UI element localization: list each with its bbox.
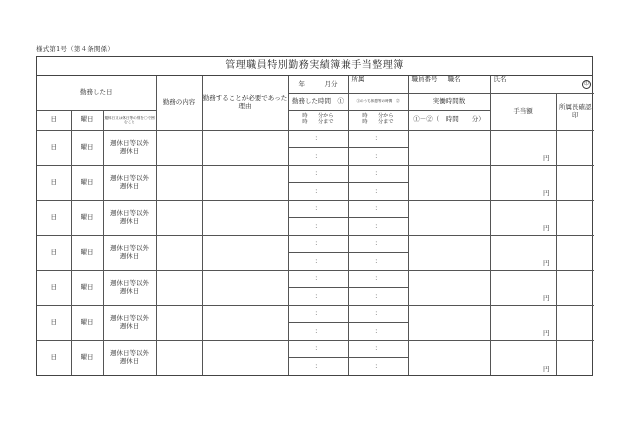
excluded-time-format: 時 分から 時 分まで	[348, 110, 408, 130]
record-weekday[interactable]: 曜日	[71, 340, 103, 375]
record-start-time[interactable]: ：	[288, 340, 348, 358]
record-break-start-time[interactable]: ：	[348, 235, 408, 253]
record-actual-hours[interactable]	[408, 340, 490, 375]
record-end-time[interactable]: ：	[288, 358, 348, 376]
record-allowance[interactable]: 円	[490, 340, 556, 375]
work-time-format: 時 分から 時 分まで	[288, 110, 348, 130]
record-start-time[interactable]: ：	[288, 270, 348, 288]
excluded-time-header: ①のうち休憩等の時間 ②	[348, 93, 408, 110]
actual-hours-header: 実働時間数	[408, 93, 490, 110]
record-approval-seal[interactable]	[556, 235, 594, 270]
record-allowance[interactable]: 円	[490, 130, 556, 165]
record-day[interactable]: 日	[37, 130, 71, 165]
record-row	[37, 165, 594, 183]
record-weekday[interactable]: 曜日	[71, 305, 103, 340]
day-col-header: 日	[37, 110, 71, 130]
record-break-end-time[interactable]: ：	[348, 218, 408, 236]
record-day[interactable]: 日	[37, 165, 71, 200]
record-break-end-time[interactable]: ：	[348, 358, 408, 376]
seal-icon: 印	[582, 80, 591, 89]
record-row	[37, 270, 594, 288]
record-day[interactable]: 日	[37, 305, 71, 340]
record-day[interactable]: 日	[37, 200, 71, 235]
record-break-start-time[interactable]: ：	[348, 130, 408, 148]
weekday-col-header: 曜日	[71, 110, 103, 130]
record-break-start-time[interactable]: ：	[348, 200, 408, 218]
record-weekday[interactable]: 曜日	[71, 235, 103, 270]
record-start-time[interactable]: ：	[288, 235, 348, 253]
record-approval-seal[interactable]	[556, 200, 594, 235]
record-break-start-time[interactable]: ：	[348, 270, 408, 288]
allowance-header: 手当額	[490, 93, 556, 130]
record-break-start-time[interactable]: ：	[348, 340, 408, 358]
record-work-content[interactable]	[156, 235, 202, 270]
daytype-weekday-option: 週休日等以外	[110, 139, 149, 148]
record-reason[interactable]	[202, 235, 288, 270]
record-daytype[interactable]	[103, 165, 156, 200]
record-reason[interactable]	[202, 165, 288, 200]
record-actual-hours[interactable]	[408, 270, 490, 305]
record-start-time[interactable]: ：	[288, 305, 348, 323]
staff-number-label: 職員番号	[411, 76, 438, 83]
daytype-holiday-option: 週休日	[119, 321, 140, 330]
record-end-time[interactable]: ：	[288, 288, 348, 306]
record-daytype[interactable]	[103, 270, 156, 305]
reason-header: 勤務することが必要であった理由	[202, 76, 288, 130]
staff-number-cell	[408, 76, 490, 93]
record-day[interactable]: 日	[37, 340, 71, 375]
record-approval-seal[interactable]	[556, 165, 594, 200]
record-work-content[interactable]	[156, 165, 202, 200]
record-row	[37, 305, 594, 323]
record-actual-hours[interactable]	[408, 165, 490, 200]
record-reason[interactable]	[202, 270, 288, 305]
record-break-end-time[interactable]: ：	[348, 323, 408, 341]
record-weekday[interactable]: 曜日	[71, 165, 103, 200]
record-weekday[interactable]: 曜日	[71, 270, 103, 305]
record-allowance[interactable]: 円	[490, 305, 556, 340]
record-reason[interactable]	[202, 130, 288, 165]
daytype-weekday-option: 週休日等以外	[110, 174, 149, 183]
record-actual-hours[interactable]	[408, 235, 490, 270]
affiliation-cell: 所属	[348, 76, 408, 93]
record-end-time[interactable]: ：	[288, 253, 348, 271]
record-weekday[interactable]: 曜日	[71, 130, 103, 165]
record-work-content[interactable]	[156, 130, 202, 165]
record-row	[37, 235, 594, 253]
daytype-holiday-option: 週休日	[119, 181, 140, 190]
record-end-time[interactable]: ：	[288, 323, 348, 341]
daytype-note: 週休日又は休日等の別を〇で囲むこと	[103, 110, 156, 130]
record-start-time[interactable]: ：	[288, 130, 348, 148]
record-actual-hours[interactable]	[408, 200, 490, 235]
year-month-cell: 年 月分	[288, 76, 348, 93]
record-allowance[interactable]: 円	[490, 165, 556, 200]
form-id: 様式第1号（第４条関係）	[36, 45, 115, 53]
record-actual-hours[interactable]	[408, 130, 490, 165]
daytype-weekday-option: 週休日等以外	[110, 349, 149, 358]
record-start-time[interactable]: ：	[288, 200, 348, 218]
position-label: 職名	[447, 76, 461, 83]
record-end-time[interactable]: ：	[288, 218, 348, 236]
form-title: 管理職員特別勤務実績簿兼手当整理簿	[37, 57, 592, 76]
record-break-end-time[interactable]: ：	[348, 253, 408, 271]
form-sheet	[36, 56, 593, 376]
record-break-end-time[interactable]: ：	[348, 288, 408, 306]
record-daytype[interactable]	[103, 235, 156, 270]
record-day[interactable]: 日	[37, 270, 71, 305]
record-daytype[interactable]	[103, 340, 156, 375]
daytype-weekday-option: 週休日等以外	[110, 279, 149, 288]
record-end-time[interactable]: ：	[288, 183, 348, 201]
record-daytype[interactable]	[103, 200, 156, 235]
record-break-start-time[interactable]: ：	[348, 305, 408, 323]
record-daytype[interactable]	[103, 305, 156, 340]
daytype-holiday-option: 週休日	[119, 356, 140, 365]
record-daytype[interactable]	[103, 130, 156, 165]
record-allowance[interactable]: 円	[490, 235, 556, 270]
record-approval-seal[interactable]	[556, 305, 594, 340]
record-work-content[interactable]	[156, 270, 202, 305]
daytype-weekday-option: 週休日等以外	[110, 314, 149, 323]
record-allowance[interactable]: 円	[490, 270, 556, 305]
record-allowance[interactable]: 円	[490, 200, 556, 235]
record-row	[37, 340, 594, 358]
record-start-time[interactable]: ：	[288, 165, 348, 183]
calc-formula: ①－②（ 時間 分）	[408, 110, 490, 130]
record-reason[interactable]	[202, 200, 288, 235]
record-approval-seal[interactable]	[556, 270, 594, 305]
record-weekday[interactable]: 曜日	[71, 200, 103, 235]
daytype-holiday-option: 週休日	[119, 251, 140, 260]
record-work-content[interactable]	[156, 340, 202, 375]
approval-header: 所属長確認印	[556, 93, 594, 130]
name-cell	[490, 76, 594, 93]
work-time-header: 勤務した時間 ①	[288, 93, 348, 110]
daytype-holiday-option: 週休日	[119, 216, 140, 225]
daytype-holiday-option: 週休日	[119, 286, 140, 295]
daytype-weekday-option: 週休日等以外	[110, 209, 149, 218]
record-row	[37, 200, 594, 218]
record-end-time[interactable]: ：	[288, 148, 348, 166]
record-work-content[interactable]	[156, 200, 202, 235]
work-content-header: 勤務の内容	[156, 76, 202, 130]
record-approval-seal[interactable]	[556, 130, 594, 165]
daytype-weekday-option: 週休日等以外	[110, 244, 149, 253]
record-reason[interactable]	[202, 340, 288, 375]
record-row	[37, 130, 594, 148]
record-reason[interactable]	[202, 305, 288, 340]
record-actual-hours[interactable]	[408, 305, 490, 340]
name-label: 氏名	[493, 76, 507, 83]
daytype-holiday-option: 週休日	[119, 146, 140, 155]
record-approval-seal[interactable]	[556, 340, 594, 375]
record-table	[37, 76, 594, 375]
record-work-content[interactable]	[156, 305, 202, 340]
record-break-end-time[interactable]: ：	[348, 148, 408, 166]
work-date-header: 勤務した日	[37, 76, 156, 110]
record-day[interactable]: 日	[37, 235, 71, 270]
record-break-end-time[interactable]: ：	[348, 183, 408, 201]
record-break-start-time[interactable]: ：	[348, 165, 408, 183]
